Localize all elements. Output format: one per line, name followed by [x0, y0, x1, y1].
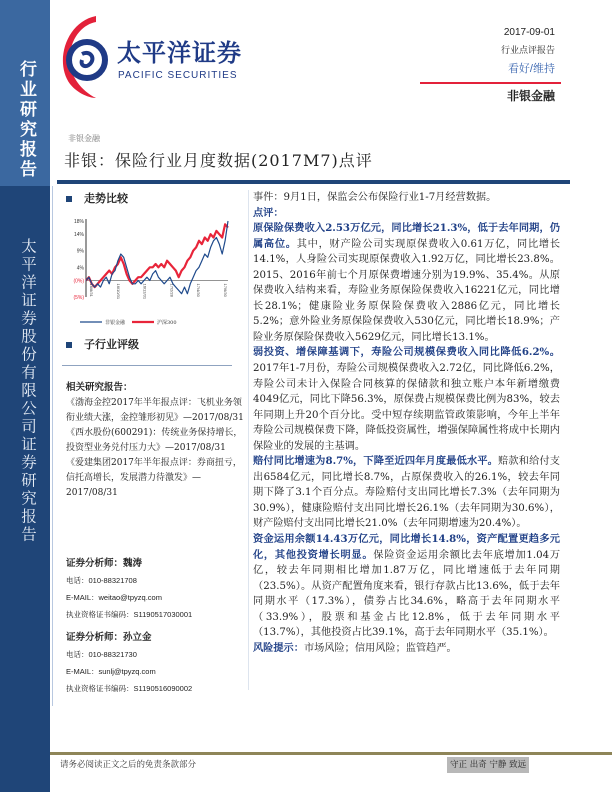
- footer-rule: [50, 752, 612, 755]
- paragraph-claims: [253, 454, 560, 532]
- column-divider: [248, 190, 249, 690]
- industry-rating: 看好/维持: [507, 63, 555, 75]
- trend-chart: [62, 210, 242, 330]
- related-heading: 相关研究报告：: [66, 382, 133, 393]
- related-report-link[interactable]: 《爱建集团2017年半年报点评：券商扭亏，信托高增长，发展潜力待激发》—2017/08/31: [66, 458, 242, 498]
- para-text: 其中，财产险公司实现原保费收入0.61万亿，同比增长14.1%，人身险公司实现原保费收入1.92万亿，同比增长23.8%。2015、2016年前七个月原保费增速分别为19.9%、35.4%。从原保费收入结构来看，寿险业务原保险保费收入16221亿元，同比增长28.1%；健康险业务原保险保费收入2886亿元，同比增长5.2%；意外险业务原保险保费收入530亿元，同比增长18.9%；产险业务原保险保费收入5629亿元，同比增长13.1%。: [253, 238, 561, 343]
- para-text: 赔款和给付支出6584亿元，同比增长8.7%，占原保费收入的26.1%，较去年同期下降了3.1个百分点。寿险赔付支出同比增长7.3%（去年同期为30.9%），健康险赔付支出同比增长26.1%（去年同期为30.6%），财产险赔付支出同比增长21.0%（去年同期增速为20.4%）。: [253, 456, 560, 530]
- para-lead: 资金运用余额14.43万亿元，同比增长14.8%，资产配置更趋多元化，其他投资增长明显。: [253, 533, 560, 561]
- page-title: 非银：保险行业月度数据(2017M7)点评: [64, 151, 373, 170]
- company-motto: 守正 出奇 宁静 致远: [447, 757, 529, 773]
- para-lead: 赔付同比增速为8.7%，下降至近四年月度最低水平。: [253, 455, 499, 468]
- para-lead: 原保险保费收入2.53万亿元，同比增长21.3%，低于去年同期，仍属高位。: [253, 222, 560, 250]
- paragraph-premium: [253, 221, 560, 345]
- para-lead: 点评：: [253, 206, 284, 219]
- x-tick-label: 17/6/30: [223, 283, 228, 297]
- report-type: 行业点评报告: [500, 45, 555, 55]
- sidebar-report-category: 行业研究报告: [16, 60, 36, 180]
- breadcrumb: 非银金融: [68, 134, 100, 143]
- analyst-cert: 执业资格证书编码：S1190516090002: [66, 684, 193, 693]
- trend-heading: [66, 192, 128, 206]
- bullet-square-icon: [66, 196, 72, 202]
- left-border: [52, 186, 53, 706]
- analyst-email[interactable]: E-MAIL：weitao@tpyzq.com: [66, 593, 162, 602]
- subindustry-rule: [62, 365, 232, 366]
- x-tick-label: 16/12/31: [142, 283, 148, 300]
- trend-heading-label: 走势比较: [84, 192, 128, 205]
- title-rule: [57, 180, 570, 184]
- analyst-cert: 执业资格证书编码：S1190517030001: [66, 610, 193, 619]
- legend-label: 非银金融: [105, 320, 126, 326]
- analyst-phone: 电话：010-88321708: [66, 576, 137, 585]
- sidebar-company-label: 太平洋证券股份有限公司证券研究报告: [19, 238, 37, 544]
- legend-label: 沪深300: [157, 320, 177, 326]
- analyst-email[interactable]: E-MAIL：sunlj@tpyzq.com: [66, 667, 156, 676]
- analyst-1: [66, 556, 246, 623]
- y-tick-label: 14%: [73, 232, 84, 239]
- para-text: 2017年1-7月份，寿险公司规模保费收入2.72亿，同比降低6.2%，寿险公司未计入保险合同核算的保储款和独立账户本年新增缴费4049亿元，同比下降56.3%，原保费占规模保费比例为83%，较去年同期上升20个百分比。受中短存续期监管政策影响，今年上半年寿险公司规模保费下降，降低投资属性，增强保障属性将成中长期内保险业的发展的主基调。: [253, 363, 560, 452]
- y-tick-label: 9%: [76, 248, 84, 255]
- para-text: 事件：9月1日，保监会公布保险行业1-7月经营数据。: [253, 192, 497, 203]
- report-body: [253, 190, 560, 656]
- paragraph-comment: [253, 206, 560, 222]
- paragraph-risk: [253, 641, 560, 657]
- bullet-square-icon: [66, 342, 72, 348]
- sector-label: 非银金融: [506, 89, 555, 103]
- header-red-rule: [420, 82, 561, 84]
- series-line-nonbank: [86, 221, 228, 294]
- brand-name-en: PACIFIC SECURITIES: [118, 70, 238, 81]
- analyst-phone: 电话：010-88321730: [66, 650, 137, 659]
- y-tick-label: (0%): [73, 278, 84, 285]
- related-report-link[interactable]: 《渤海金控2017年半年报点评：飞机业务领衔业绩大涨，金控雏形初见》—2017/08/31: [66, 398, 244, 423]
- x-tick-label: 17/4/30: [196, 283, 202, 297]
- para-lead: 弱投资、增保障基调下，寿险公司规模保费收入同比降低6.2%。: [253, 346, 560, 359]
- related-report-link[interactable]: 《西水股份(600291)：传统业务保持增长，投资型业务兑付压力大》—2017/08/31: [66, 428, 243, 453]
- x-tick-label: 17/2/28: [169, 283, 175, 297]
- x-tick-label: 16/10/31: [115, 283, 121, 300]
- para-text: 保险资金运用余额比去年底增加1.04万亿，较去年同期相比增加1.87万亿，同比增速低于去年同期（23.5%）。从资产配置角度来看，银行存款占比13.6%，低于去年同期水平（17.3%），债券占比34.6%，略高于去年同期水平（33.9%），股票和基金占比12.8%，低于去年同期水平（13.7%），其他投资占比39.1%，高于去年同期水平（35.1%）。: [253, 549, 561, 639]
- paragraph-event: [253, 190, 560, 206]
- para-lead: 风险提示：: [253, 641, 304, 654]
- analyst-2: [66, 630, 246, 697]
- paragraph-investment: [253, 532, 560, 641]
- y-tick-label: 4%: [76, 265, 84, 272]
- report-date: 2017-09-01: [503, 27, 555, 38]
- brand-name-cn: 太平洋证券: [117, 39, 242, 67]
- y-tick-label: (5%): [73, 295, 84, 301]
- x-tick-label: 16/8/31: [89, 283, 94, 297]
- disclaimer-note: 请务必阅读正文之后的免责条款部分: [60, 760, 197, 770]
- para-text: 市场风险；信用风险；监管趋严。: [303, 642, 457, 654]
- y-tick-label: 18%: [73, 219, 84, 225]
- analyst-name: 证券分析师：魏涛: [66, 558, 143, 569]
- pacific-securities-logo: [56, 14, 112, 100]
- subindustry-heading-label: 子行业评级: [84, 338, 139, 351]
- subindustry-heading: [66, 338, 139, 352]
- paragraph-life-premium: [253, 345, 560, 454]
- analyst-name: 证券分析师：孙立金: [66, 632, 152, 643]
- related-reports: [66, 380, 246, 501]
